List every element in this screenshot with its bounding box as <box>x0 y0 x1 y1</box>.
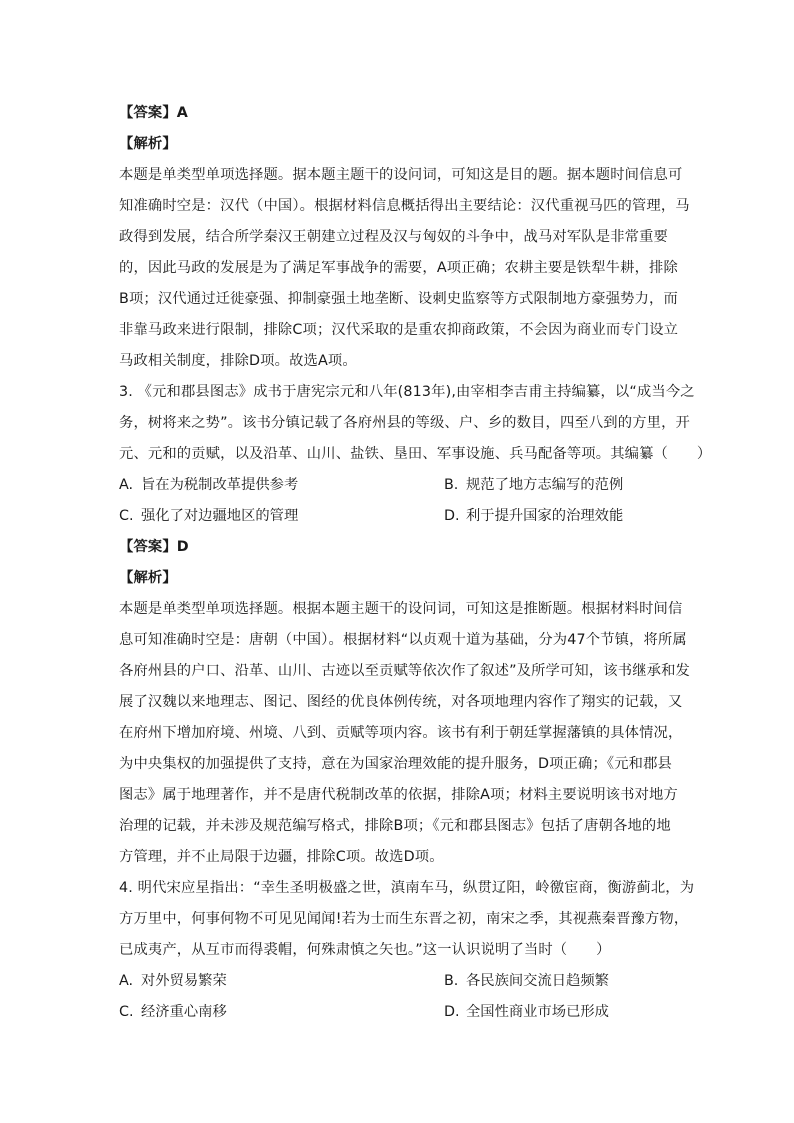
option-row <box>119 470 689 501</box>
answer-option <box>119 501 298 532</box>
option-letter: C. <box>119 1004 134 1020</box>
text-line: 马政相关制度，排除D项。故选A项。 <box>119 353 357 369</box>
text-line: 方管理，并不止局限于边疆，排除C项。故选D项。 <box>119 849 444 865</box>
text-line: 4. 明代宋应星指出：“幸生圣明极盛之世，滇南车马，纵贯辽阳，岭徼宦商，衡游蓟北，为 <box>119 880 695 896</box>
text-line: 已成夷产，从互市而得裘帽，何殊肃慎之矢也。”这一认识说明了当时（ ） <box>119 942 611 958</box>
option-row <box>119 501 689 532</box>
option-letter: D. <box>444 508 460 524</box>
option-text: 旨在为税制改革提供参考 <box>141 477 299 493</box>
option-text: 强化了对边疆地区的管理 <box>141 508 299 524</box>
text-line: 治理的记载，并未涉及规范编写格式，排除B项；《元和郡县图志》包括了唐朝各地的地 <box>119 818 671 834</box>
section-label: 【答案】D <box>119 539 189 555</box>
text-line: 知准确时空是：汉代（中国）。根据材料信息概括得出主要结论：汉代重视马匹的管理，马 <box>119 198 690 214</box>
answer-option <box>444 470 623 501</box>
option-text: 利于提升国家的治理效能 <box>466 508 624 524</box>
option-text: 经济重心南移 <box>141 1004 227 1020</box>
option-row <box>119 966 689 997</box>
text-line: 在府州下增加府境、州境、八到、贡赋等项内容。该书有利于朝廷掌握藩镇的具体情况， <box>119 725 683 741</box>
option-letter: A. <box>119 973 134 989</box>
option-letter: C. <box>119 508 134 524</box>
option-letter: A. <box>119 477 134 493</box>
option-letter: B. <box>444 973 459 989</box>
text-line: 本题是单类型单项选择题。根据本题主题干的设问词，可知这是推断题。根据材料时间信 <box>119 601 683 617</box>
answer-option <box>444 966 609 997</box>
answer-option <box>119 470 298 501</box>
option-row <box>119 997 689 1028</box>
text-line: B项；汉代通过迁徙豪强、抑制豪强土地垄断、设刺史监察等方式限制地方豪强势力，而 <box>119 291 678 307</box>
answer-option <box>444 997 609 1028</box>
option-text: 对外贸易繁荣 <box>141 973 227 989</box>
answer-option <box>119 966 227 997</box>
text-line: 方万里中，何事何物不可见见闻闻!若为士而生东晋之初，南宋之季，其视燕秦晋豫方物， <box>119 911 689 927</box>
text-line: 图志》属于地理著作，并不是唐代税制改革的依据，排除A项；材料主要说明该书对地方 <box>119 787 678 803</box>
option-letter: B. <box>444 477 459 493</box>
option-text: 全国性商业市场已形成 <box>466 1004 609 1020</box>
section-label: 【解析】 <box>119 570 177 586</box>
text-line: 非靠马政来进行限制，排除C项；汉代采取的是重农抑商政策，不会因为商业而专门设立 <box>119 322 679 338</box>
section-label: 【答案】A <box>119 105 189 121</box>
text-line: 政得到发展，结合所学秦汉王朝建立过程及汉与匈奴的斗争中，战马对军队是非常重要 <box>119 229 668 245</box>
text-line: 展了汉魏以来地理志、图记、图经的优良体例传统，对各项地理内容作了翔实的记载，又 <box>119 694 683 710</box>
text-line: 务，树将来之势”。该书分镇记载了各府州县的等级、户、乡的数目，四至八到的方里，开 <box>119 415 690 431</box>
text-line: 本题是单类型单项选择题。据本题主题干的设问词，可知这是目的题。据本题时间信息可 <box>119 167 683 183</box>
answer-option <box>119 997 227 1028</box>
option-text: 规范了地方志编写的范例 <box>466 477 624 493</box>
text-line: 3. 《元和郡县图志》成书于唐宪宗元和八年(813年),由宰相李吉甫主持编纂，以“成当今之 <box>119 384 695 400</box>
text-line: 为中央集权的加强提供了支持，意在为国家治理效能的提升服务，D项正确；《元和郡县 <box>119 756 672 772</box>
text-line: 各府州县的户口、沿革、山川、古迹以至贡赋等依次作了叙述”及所学可知，该书继承和发 <box>119 663 690 679</box>
document-body <box>119 98 712 1028</box>
answer-option <box>444 501 623 532</box>
text-line: 的，因此马政的发展是为了满足军事战争的需要，A项正确；农耕主要是铁犁牛耕，排除 <box>119 260 678 276</box>
option-letter: D. <box>444 1004 460 1020</box>
option-text: 各民族间交流日趋频繁 <box>466 973 609 989</box>
text-line: 息可知准确时空是：唐朝（中国）。根据材料“以贞观十道为基础，分为47个节镇，将所属 <box>119 632 687 648</box>
section-label: 【解析】 <box>119 136 177 152</box>
text-line: 元、元和的贡赋，以及沿革、山川、盐铁、垦田、军事设施、兵马配备等项。其编纂（ ） <box>119 446 712 462</box>
